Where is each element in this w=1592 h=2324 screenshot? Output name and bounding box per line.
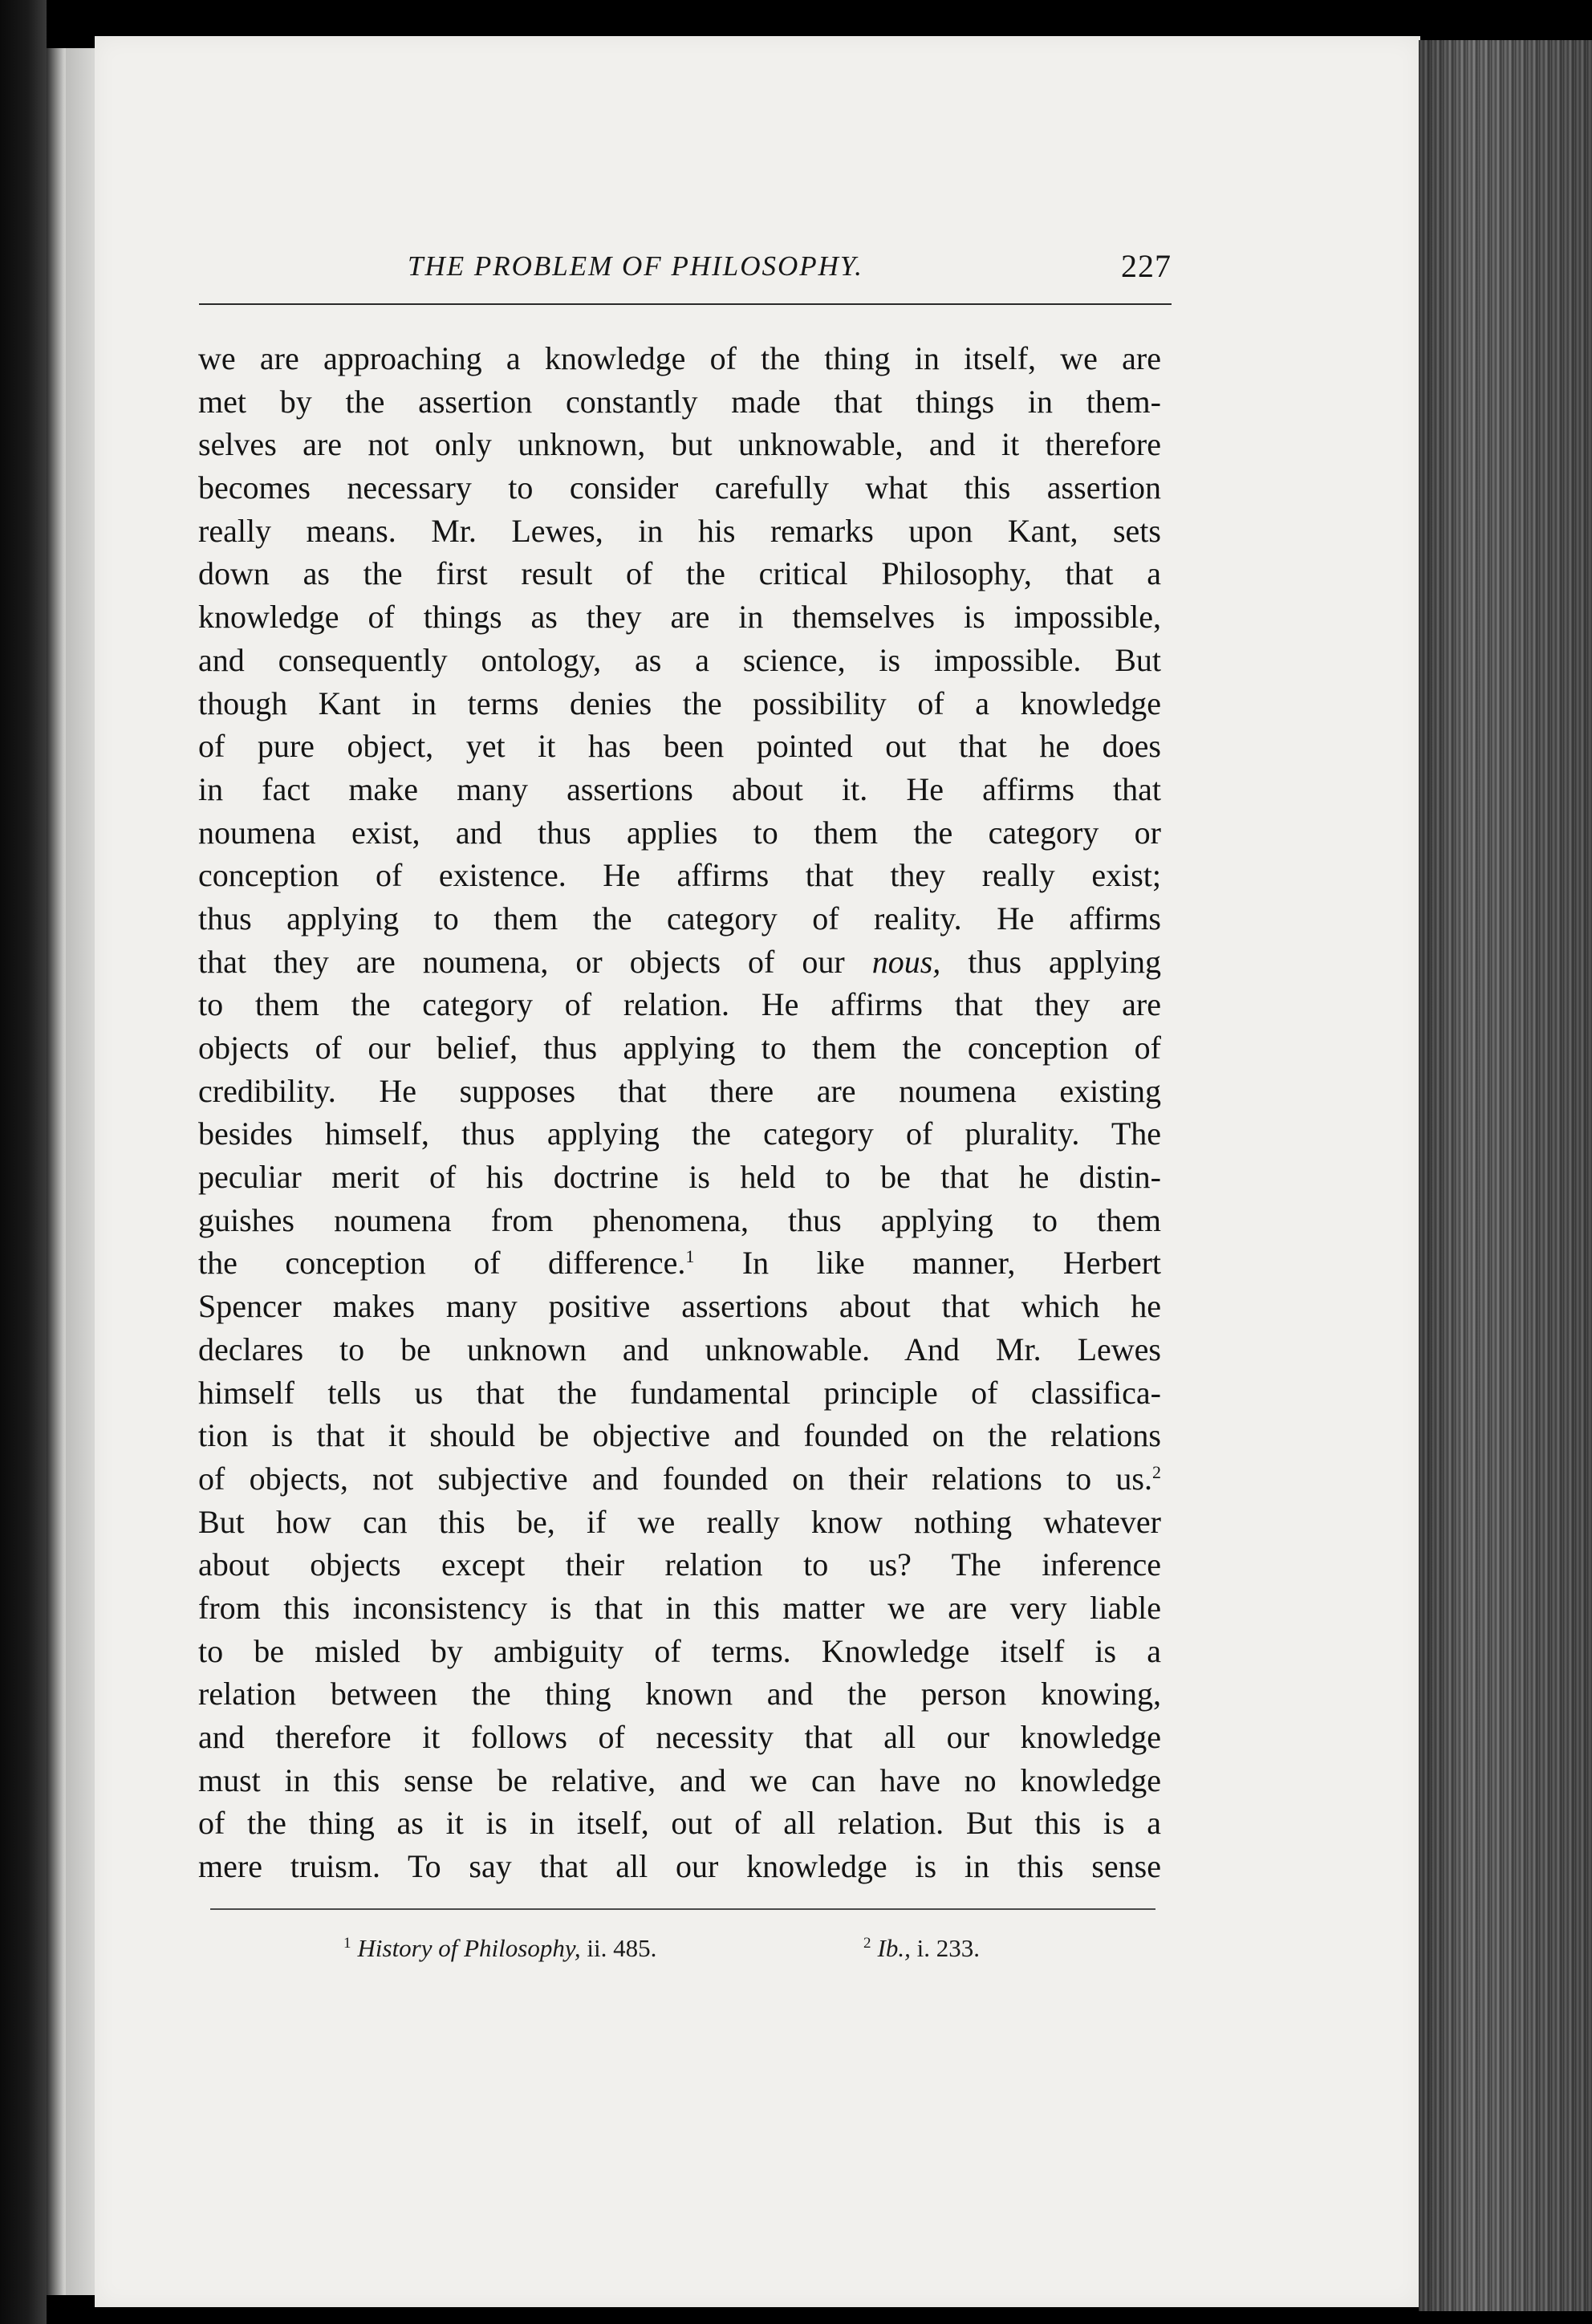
text-line: and therefore it follows of necessity that all our knowledge bbox=[198, 1719, 1161, 1755]
running-title: THE PROBLEM OF PHILOSOPHY. bbox=[408, 250, 863, 282]
text-line-footnote-ref bbox=[198, 1457, 1161, 1501]
text-line: to them the category of relation. He affirms that they are bbox=[198, 986, 1161, 1023]
text-line: of the thing as it is in itself, out of all relation. But this is a bbox=[198, 1805, 1161, 1842]
text-line: must in this sense be relative, and we can have no knowledge bbox=[198, 1761, 1161, 1798]
footnote-ref: i. 233. bbox=[916, 1934, 980, 1962]
text-line: peculiar merit of his doctrine is held to be that he distin- bbox=[198, 1159, 1161, 1196]
text-line: declares to be unknown and unknowable. And Mr. Lewes bbox=[198, 1331, 1161, 1367]
text-line: himself tells us that the fundamental principle of classifica- bbox=[198, 1374, 1161, 1411]
footnote-1 bbox=[343, 1934, 656, 1963]
nous-word: nous, bbox=[871, 943, 941, 980]
text-line-footnote-ref bbox=[198, 1241, 1161, 1285]
text-line: guishes noumena from phenomena, thus applying to them bbox=[198, 1201, 1161, 1238]
text-line: Spencer makes many positive assertions about that which he bbox=[198, 1288, 1161, 1325]
text-line: besides himself, thus applying the category of plurality. The bbox=[198, 1115, 1161, 1152]
footnote-ref-1[interactable]: 1 bbox=[685, 1246, 695, 1267]
text-line: down as the first result of the critical Philosophy, that a bbox=[198, 555, 1161, 592]
footnotes bbox=[343, 1934, 1066, 1966]
text-line: objects of our belief, thus applying to them the conception of bbox=[198, 1030, 1161, 1066]
text-line: mere truism. To say that all our knowledge is in this sense bbox=[198, 1848, 1161, 1885]
footnote-2 bbox=[863, 1934, 980, 1963]
footnote-mark: 1 bbox=[343, 1935, 351, 1952]
footnote-ref: ii. 485. bbox=[587, 1934, 657, 1962]
footnote-rule bbox=[210, 1908, 1155, 1910]
text-line: of pure object, yet it has been pointed out that he does bbox=[198, 728, 1161, 765]
text-line-nous bbox=[198, 941, 1161, 984]
text-line: from this inconsistency is that in this matter we are very liable bbox=[198, 1589, 1161, 1626]
footnote-title: Ib., bbox=[877, 1934, 911, 1962]
text-segment: of objects, not subjective and founded on their relations to us. bbox=[198, 1460, 1152, 1497]
body-text bbox=[198, 337, 1161, 1888]
text-line: noumena exist, and thus applies to them the category or bbox=[198, 814, 1161, 851]
text-line: though Kant in terms denies the possibility of a knowledge bbox=[198, 685, 1161, 721]
text-line: thus applying to them the category of reality. He affirms bbox=[198, 900, 1161, 937]
text-line: conception of existence. He affirms that they really exist; bbox=[198, 857, 1161, 894]
text-line: relation between the thing known and the person knowing, bbox=[198, 1676, 1161, 1713]
footnote-title: History of Philosophy, bbox=[357, 1934, 581, 1962]
text-line: But how can this be, if we really know nothing whatever bbox=[198, 1503, 1161, 1540]
text-line: knowledge of things as they are in themselves is impossible, bbox=[198, 599, 1161, 636]
text-segment: In like manner, Herbert bbox=[741, 1245, 1162, 1282]
running-header bbox=[199, 250, 1172, 299]
text-segment: that they are noumena, or objects of our bbox=[198, 943, 845, 980]
book-binding-left bbox=[0, 0, 47, 2324]
text-line: we are approaching a knowledge of the thing in itself, we are bbox=[198, 340, 1161, 376]
text-line: to be misled by ambiguity of terms. Knowledge itself is a bbox=[198, 1632, 1161, 1669]
text-segment: thus applying bbox=[968, 943, 1162, 980]
page-number: 227 bbox=[1121, 248, 1172, 284]
text-line: credibility. He supposes that there are noumena existing bbox=[198, 1072, 1161, 1109]
text-line: really means. Mr. Lewes, in his remarks upon Kant, sets bbox=[198, 512, 1161, 549]
text-line: about objects except their relation to us? The inference bbox=[198, 1546, 1161, 1583]
header-rule bbox=[199, 303, 1172, 305]
footnote-ref-2[interactable]: 2 bbox=[1152, 1461, 1161, 1482]
text-line: becomes necessary to consider carefully what this assertion bbox=[198, 469, 1161, 506]
page-stack-shadow bbox=[1419, 40, 1592, 2311]
text-segment: the conception of difference. bbox=[198, 1245, 686, 1282]
text-line: in fact make many assertions about it. He affirms that bbox=[198, 770, 1161, 807]
footnote-mark: 2 bbox=[863, 1935, 871, 1952]
text-line: selves are not only unknown, but unknowable, and it therefore bbox=[198, 426, 1161, 463]
text-line: tion is that it should be objective and founded on the relations bbox=[198, 1417, 1161, 1454]
text-line: and consequently ontology, as a science, is impossible. But bbox=[198, 641, 1161, 678]
text-line: met by the assertion constantly made that things in them- bbox=[198, 383, 1161, 420]
